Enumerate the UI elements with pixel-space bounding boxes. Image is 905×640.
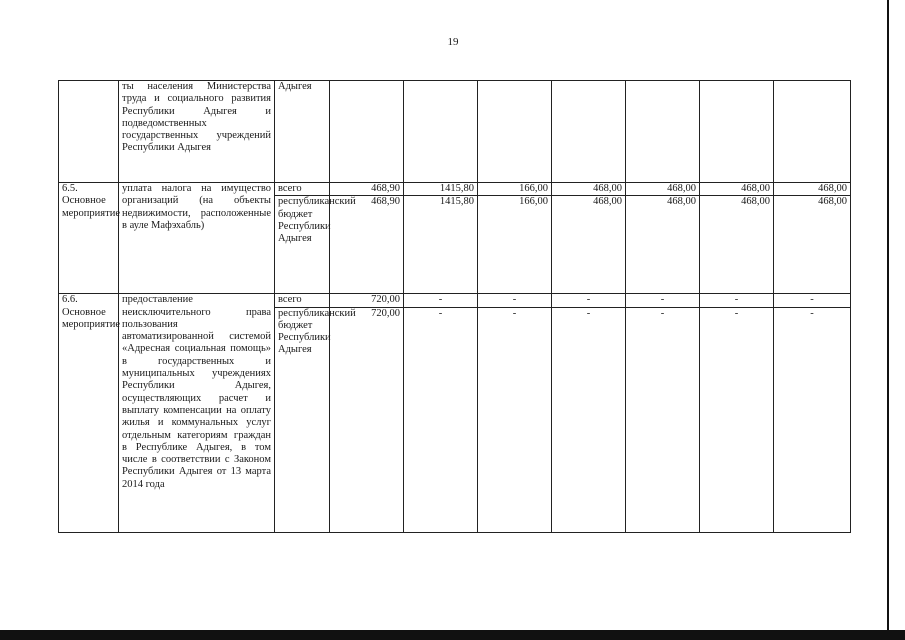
value-cell: 166,00	[478, 196, 552, 294]
value-cell: -	[774, 307, 851, 532]
source-cell: Адыгея	[275, 81, 330, 183]
value-cell: 468,00	[626, 183, 700, 196]
value-cell: -	[478, 307, 552, 532]
value-cell: -	[774, 294, 851, 307]
value-cell: 468,00	[774, 183, 851, 196]
value-cell: 166,00	[478, 183, 552, 196]
source-total-label: всего	[275, 294, 330, 307]
value-cell: 720,00	[330, 307, 404, 532]
value-cell: 1415,80	[404, 196, 478, 294]
value-cell: 1415,80	[404, 183, 478, 196]
value-cell: 468,00	[774, 196, 851, 294]
activity-id-cell: 6.5. Основное мероприятие	[59, 183, 119, 294]
value-cell: -	[626, 294, 700, 307]
budget-table	[58, 80, 851, 533]
value-cell: 468,00	[552, 183, 626, 196]
scan-edge-bottom	[0, 630, 905, 640]
value-cell: -	[404, 307, 478, 532]
value-cell: 468,00	[700, 183, 774, 196]
value-cell: -	[626, 307, 700, 532]
description-cell: предоставление неисключительного права пользования автоматизированной системой «Адресная социальная помощь» в государственных и муниципальных учреждениях Республики Адыгея, осуществляющих расчет и выплату компенсации на оплату жилья и коммунальных услуг отдельным категориям граждан в Республике Адыгея, в том числе в соответствии с Законом Республики Адыгея от 13 марта 2014 года	[119, 294, 275, 532]
value-cell: 468,00	[700, 196, 774, 294]
table-row-6-5-total	[59, 183, 851, 196]
source-budget-label: республиканский бюджет Республики Адыгея	[275, 307, 330, 532]
value-cell: -	[404, 294, 478, 307]
description-cell: ты населения Министерства труда и социального развития Республики Адыгея и подведомственных государственных учреждений Республики Адыгея	[119, 81, 275, 183]
source-total-label: всего	[275, 183, 330, 196]
value-cell: 720,00	[330, 294, 404, 307]
value-cell: -	[478, 294, 552, 307]
table-row-continuation	[59, 81, 851, 183]
value-cell: -	[552, 307, 626, 532]
id-cell	[59, 81, 119, 183]
value-cell: 468,90	[330, 183, 404, 196]
page-number: 19	[447, 36, 459, 48]
value-cell: -	[700, 294, 774, 307]
scan-edge-right	[887, 0, 889, 630]
description-cell: уплата налога на имущество организаций (на объекты недвижимости, расположенные в ауле Мафэхабль)	[119, 183, 275, 294]
source-budget-label: республиканский бюджет Республики Адыгея	[275, 196, 330, 294]
value-cell: 468,90	[330, 196, 404, 294]
value-cell: 468,00	[626, 196, 700, 294]
value-cell: -	[552, 294, 626, 307]
table-row-6-6-total	[59, 294, 851, 307]
value-cell: -	[700, 307, 774, 532]
activity-id-cell: 6.6. Основное мероприятие	[59, 294, 119, 532]
value-cell: 468,00	[552, 196, 626, 294]
